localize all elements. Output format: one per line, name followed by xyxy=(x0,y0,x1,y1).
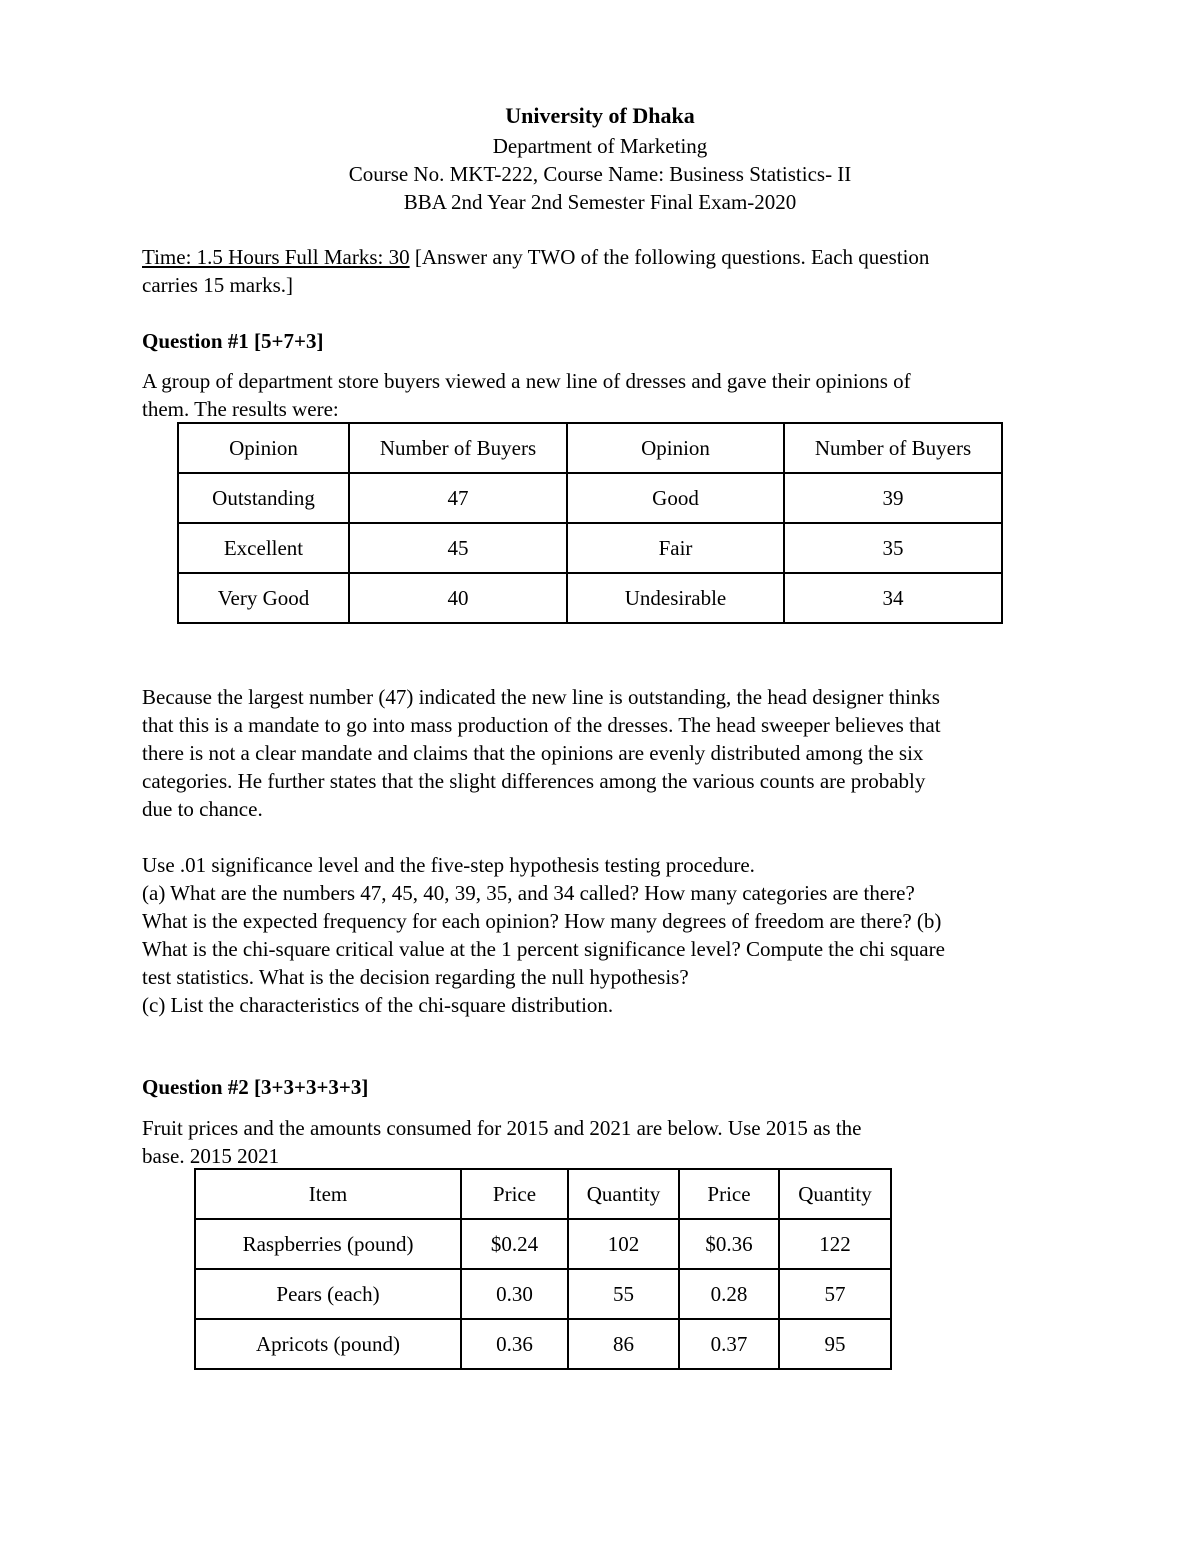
q1-body-line: categories. He further states that the slight differences among the various counts are probably xyxy=(142,769,926,793)
header-cell: Quantity xyxy=(779,1169,891,1219)
question-1-intro xyxy=(142,367,1062,423)
header-cell: Price xyxy=(461,1169,568,1219)
header-cell: Price xyxy=(679,1169,779,1219)
table-cell: Raspberries (pound) xyxy=(195,1219,461,1269)
question-2-intro xyxy=(142,1114,1062,1170)
table-cell: $0.24 xyxy=(461,1219,568,1269)
q1-task-line: What is the expected frequency for each opinion? How many degrees of freedom are there? (b) xyxy=(142,909,942,933)
table-row xyxy=(178,523,1002,573)
department-name: Department of Marketing xyxy=(492,134,708,158)
q1-task-line: Use .01 significance level and the five-step hypothesis testing procedure. xyxy=(142,853,755,877)
table-cell: $0.36 xyxy=(679,1219,779,1269)
question-2-heading: Question #2 [3+3+3+3+3] xyxy=(142,1075,369,1099)
table-cell: 34 xyxy=(784,573,1002,623)
table-cell: 35 xyxy=(784,523,1002,573)
exam-info: BBA 2nd Year 2nd Semester Final Exam-2020 xyxy=(403,190,797,214)
table-cell: 39 xyxy=(784,473,1002,523)
table-cell: 0.30 xyxy=(461,1269,568,1319)
q1-intro-line: A group of department store buyers viewed a new line of dresses and gave their opinions of xyxy=(142,369,911,393)
instructions-line-2: carries 15 marks.] xyxy=(142,273,294,297)
table-cell: Apricots (pound) xyxy=(195,1319,461,1369)
q1-task-line: (c) List the characteristics of the chi-square distribution. xyxy=(142,993,614,1017)
header-cell: Opinion xyxy=(567,423,784,473)
table-cell: Fair xyxy=(567,523,784,573)
q1-body-line: due to chance. xyxy=(142,797,263,821)
table-cell: Undesirable xyxy=(567,573,784,623)
table-cell: 102 xyxy=(568,1219,679,1269)
table-cell: 57 xyxy=(779,1269,891,1319)
q1-intro-line: them. The results were: xyxy=(142,397,339,421)
table-cell: Outstanding xyxy=(178,473,349,523)
q1-task-line: test statistics. What is the decision regarding the null hypothesis? xyxy=(142,965,689,989)
header-cell: Quantity xyxy=(568,1169,679,1219)
table-cell: 95 xyxy=(779,1319,891,1369)
q1-body-line: that this is a mandate to go into mass production of the dresses. The head sweeper believes that xyxy=(142,713,941,737)
university-title: University of Dhaka xyxy=(505,103,695,128)
header-cell: Opinion xyxy=(178,423,349,473)
question-1-body xyxy=(142,683,1062,823)
time-marks: Time: 1.5 Hours Full Marks: 30 xyxy=(142,245,410,269)
table-cell: Very Good xyxy=(178,573,349,623)
table-cell: 40 xyxy=(349,573,567,623)
q1-task-line: (a) What are the numbers 47, 45, 40, 39, 35, and 34 called? How many categories are there? xyxy=(142,881,915,905)
table-cell: Excellent xyxy=(178,523,349,573)
q1-task-line: What is the chi-square critical value at the 1 percent significance level? Compute the chi square xyxy=(142,937,945,961)
header-cell: Number of Buyers xyxy=(784,423,1002,473)
question-1-tasks xyxy=(142,851,1062,1019)
instructions-text: [Answer any TWO of the following questions. Each question xyxy=(409,245,930,269)
table-cell: 45 xyxy=(349,523,567,573)
table-cell: 55 xyxy=(568,1269,679,1319)
q1-body-line: Because the largest number (47) indicated the new line is outstanding, the head designer thinks xyxy=(142,685,940,709)
table-cell: 122 xyxy=(779,1219,891,1269)
question-1-heading: Question #1 [5+7+3] xyxy=(142,329,324,353)
table-cell: 0.37 xyxy=(679,1319,779,1369)
table-cell: 86 xyxy=(568,1319,679,1369)
q1-body-line: there is not a clear mandate and claims that the opinions are evenly distributed among the six xyxy=(142,741,924,765)
opinion-table xyxy=(177,422,1003,624)
table-header-row xyxy=(178,423,1002,473)
q2-intro-line: Fruit prices and the amounts consumed for 2015 and 2021 are below. Use 2015 as the xyxy=(142,1116,862,1140)
table-row xyxy=(195,1269,891,1319)
table-cell: 47 xyxy=(349,473,567,523)
table-cell: 0.28 xyxy=(679,1269,779,1319)
table-cell: 0.36 xyxy=(461,1319,568,1369)
instructions xyxy=(142,243,1062,299)
table-row xyxy=(178,573,1002,623)
header-cell: Item xyxy=(195,1169,461,1219)
table-header-row xyxy=(195,1169,891,1219)
course-info: Course No. MKT-222, Course Name: Business Statistics- II xyxy=(348,162,852,186)
instructions-line-1 xyxy=(142,243,1062,271)
table-row xyxy=(178,473,1002,523)
table-cell: Pears (each) xyxy=(195,1269,461,1319)
fruit-price-table xyxy=(194,1168,892,1370)
header-cell: Number of Buyers xyxy=(349,423,567,473)
table-cell: Good xyxy=(567,473,784,523)
table-row xyxy=(195,1319,891,1369)
q2-intro-line: base. 2015 2021 xyxy=(142,1144,280,1168)
table-row xyxy=(195,1219,891,1269)
